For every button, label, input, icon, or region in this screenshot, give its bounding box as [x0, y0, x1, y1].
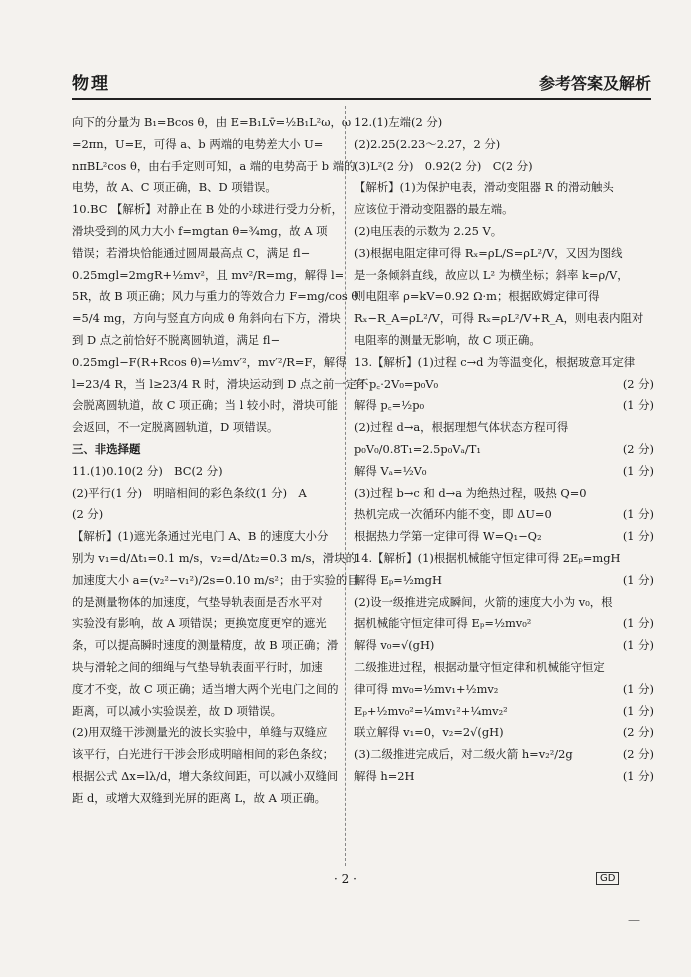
score-points: (1 分): [622, 398, 654, 413]
left-text-line: 条，可以提高瞬时速度的测量精度，故 B 项正确；滑: [72, 638, 339, 653]
right-column: [354, 112, 654, 788]
line-text: 电阻率的测量无影响，故 C 项正确。: [354, 332, 541, 347]
line-text: Eₚ+½mv₀²=¼mv₁²+¼mv₂²: [354, 703, 508, 718]
left-text-line: 别为 v₁=d/Δt₁=0.1 m/s，v₂=d/Δt₂=0.3 m/s，滑块的: [72, 550, 357, 565]
right-text-line: [354, 112, 654, 134]
left-text-line: 实验没有影响，故 A 项错误；更换宽度更窄的遮光: [72, 616, 327, 631]
left-text-line: nπBL²cos θ，由右手定则可知，a 端的电势高于 b 端的: [72, 158, 356, 173]
left-text-line: 度才不变，故 C 项正确；适当增大两个光电门之间的: [72, 681, 339, 696]
right-text-line: [354, 526, 654, 548]
line-text: (3)二级推进完成后，对二级火箭 h=v₂²/2g: [354, 747, 573, 762]
line-text: 则电阻率 ρ=kV=0.92 Ω·m；根据欧姆定律可得: [354, 289, 600, 304]
left-text-line: 5R，故 B 项正确；风力与重力的等效合力 F=mg/cos θ: [72, 289, 359, 304]
left-text-line: 该平行，白光进行干涉会形成明暗相间的彩色条纹；: [72, 747, 334, 762]
line-text: (3)根据电阻定律可得 Rₓ=ρL/S=ρL²/V，又因为图线: [354, 245, 623, 260]
left-text-line: 会脱离圆轨道，故 C 项正确；当 l 较小时，滑块可能: [72, 398, 339, 413]
right-text-line: [354, 243, 654, 265]
line-text: 根据热力学第一定律可得 W=Q₁−Q₂: [354, 529, 542, 544]
right-text-line: [354, 504, 654, 526]
right-text-line: [354, 722, 654, 744]
line-text: 应该位于滑动变阻器的最左端。: [354, 202, 514, 217]
right-text-line: [354, 439, 654, 461]
line-text: 据机械能守恒定律可得 Eₚ=½mv₀²: [354, 616, 532, 631]
left-text-line: 距 d，或增大双缝到光屏的距离 L，故 A 项正确。: [72, 790, 326, 805]
score-points: (1 分): [622, 703, 654, 718]
left-text-line: 电势，故 A、C 项正确，B、D 项错误。: [72, 180, 277, 195]
right-text-line: [354, 177, 654, 199]
left-text-line: 错误；若滑块恰能通过圆周最高点 C，满足 fl−: [72, 245, 311, 260]
edition-badge: GD: [596, 872, 619, 885]
right-text-line: [354, 352, 654, 374]
score-points: (2 分): [622, 441, 654, 456]
line-text: 解得 Eₚ=½mgH: [354, 572, 442, 587]
line-text: (3)过程 b→c 和 d→a 为绝热过程，吸热 Q=0: [354, 485, 587, 500]
score-points: (2 分): [622, 725, 654, 740]
left-text-line: 的是测量物体的加速度，气垫导轨表面是否水平对: [72, 594, 323, 609]
page-number: · 2 ·: [334, 872, 357, 886]
line-text: (2)过程 d→a，根据理想气体状态方程可得: [354, 420, 569, 435]
right-text-line: [354, 199, 654, 221]
right-text-line: [354, 766, 654, 788]
left-text-line: 【解析】(1)遮光条通过光电门 A、B 的速度大小分: [72, 529, 329, 544]
line-text: 律可得 mv₀=½mv₁+½mv₂: [354, 681, 499, 696]
right-text-line: [354, 613, 654, 635]
score-points: (1 分): [622, 768, 654, 783]
page-header: [72, 72, 651, 100]
right-text-line: [354, 221, 654, 243]
left-text-line: =5/4 mg，方向与竖直方向成 θ 角斜向右下方，滑块: [72, 311, 341, 326]
score-points: (2 分): [622, 376, 654, 391]
right-text-line: [354, 308, 654, 330]
right-text-line: [354, 657, 654, 679]
score-points: (1 分): [622, 572, 654, 587]
right-text-line: [354, 134, 654, 156]
line-text: (3)L²(2 分) 0.92(2 分) C(2 分): [354, 158, 533, 173]
line-text: 13.【解析】(1)过程 c→d 为等温变化，根据玻意耳定律: [354, 354, 636, 369]
corner-mark: —: [628, 913, 640, 927]
left-text-line: 滑块受到的风力大小 f=mgtan θ=¾mg，故 A 项: [72, 223, 328, 238]
right-text-line: [354, 395, 654, 417]
score-points: (2 分): [622, 747, 654, 762]
right-text-line: [354, 265, 654, 287]
right-text-line: [354, 461, 654, 483]
line-text: 解得 h=2H: [354, 768, 415, 783]
left-text-line: 10.BC 【解析】对静止在 B 处的小球进行受力分析，: [72, 202, 344, 217]
right-text-line: [354, 679, 654, 701]
right-text-line: [354, 156, 654, 178]
left-text-line: 会返回，不一定脱离圆轨道，D 项错误。: [72, 420, 279, 435]
left-text-line: l=23/4 R，当 l≥23/4 R 时，滑块运动到 D 点之前一定不: [72, 376, 369, 391]
right-text-line: [354, 374, 654, 396]
line-text: (2)2.25(2.23～2.27，2 分): [354, 136, 501, 151]
right-text-line: [354, 548, 654, 570]
score-points: (1 分): [622, 681, 654, 696]
right-text-line: [354, 417, 654, 439]
line-text: 联立解得 v₁=0，v₂=2√(gH): [354, 725, 504, 740]
left-text-line: =2πn，U=E，可得 a、b 两端的电势差大小 U=: [72, 136, 324, 151]
left-text-line: 11.(1)0.10(2 分) BC(2 分): [72, 463, 223, 478]
line-text: 有 p꜀·2V₀=p₀V₀: [354, 376, 439, 391]
line-text: 热机完成一次循环内能不变，即 ΔU=0: [354, 507, 552, 522]
line-text: 解得 v₀=√(gH): [354, 638, 435, 653]
left-text-line: 0.25mgl−F(R+Rcos θ)=½mv′²，mv′²/R=F，解得: [72, 354, 347, 369]
left-text-line: 根据公式 Δx=lλ/d，增大条纹间距，可以减小双缝间: [72, 768, 339, 783]
line-text: (2)电压表的示数为 2.25 V。: [354, 223, 503, 238]
left-text-line: 距离，可以减小实验误差，故 D 项错误。: [72, 703, 283, 718]
left-text-line: (2)用双缝干涉测量光的波长实验中，单缝与双缝应: [72, 725, 328, 740]
right-text-line: [354, 483, 654, 505]
score-points: (1 分): [622, 507, 654, 522]
score-points: (1 分): [622, 638, 654, 653]
right-text-line: [354, 286, 654, 308]
line-text: 12.(1)左端(2 分): [354, 115, 443, 129]
line-text: 【解析】(1)为保护电表，滑动变阻器 R 的滑动触头: [354, 180, 614, 195]
left-text-line: 加速度大小 a=(v₂²−v₁²)/2s=0.10 m/s²；由于实验的目: [72, 572, 359, 587]
right-text-line: [354, 330, 654, 352]
section-title: 参考答案及解析: [538, 74, 651, 93]
left-text-line: 到 D 点之前恰好不脱离圆轨道，满足 fl−: [72, 332, 280, 347]
right-text-line: [354, 570, 654, 592]
line-text: 是一条倾斜直线，故应以 L² 为横坐标；斜率 k=ρ/V，: [354, 267, 629, 282]
score-points: (1 分): [622, 616, 654, 631]
line-text: (2)设一级推进完成瞬间，火箭的速度大小为 v₀，根: [354, 594, 613, 609]
left-text-line: (2)平行(1 分) 明暗相间的彩色条纹(1 分) A: [72, 485, 307, 500]
left-text-line: 块与滑轮之间的细绳与气垫导轨表面平行时，加速: [72, 659, 323, 674]
score-points: (1 分): [622, 463, 654, 478]
line-text: 二级推进过程，根据动量守恒定律和机械能守恒定: [354, 659, 605, 674]
left-text-line: (2 分): [72, 507, 104, 522]
line-text: Rₓ−R_A=ρL²/V，可得 Rₓ=ρL²/V+R_A，则电表内阻对: [354, 311, 644, 326]
line-text: p₀V₀/0.8T₁=2.5p₀Vₐ/T₁: [354, 441, 481, 456]
right-text-line: [354, 701, 654, 723]
line-text: 解得 p꜀=½p₀: [354, 398, 425, 413]
right-text-line: [354, 592, 654, 614]
left-text-line: 0.25mgl=2mgR+½mv²，且 mv²/R=mg，解得 l=: [72, 267, 345, 282]
left-column: [72, 112, 369, 810]
right-text-line: [354, 744, 654, 766]
left-text-line: 向下的分量为 B₁=Bcos θ，由 E=B₁Lv̄=½B₁L²ω，ω: [72, 115, 352, 129]
score-points: (1 分): [622, 529, 654, 544]
column-divider: [345, 106, 346, 866]
right-text-line: [354, 635, 654, 657]
line-text: 14.【解析】(1)根据机械能守恒定律可得 2Eₚ=mgH: [354, 550, 621, 565]
subject-title: 物理: [72, 74, 110, 94]
left-text-line: 三、非选择题: [72, 441, 141, 456]
line-text: 解得 Vₐ=½V₀: [354, 463, 427, 478]
